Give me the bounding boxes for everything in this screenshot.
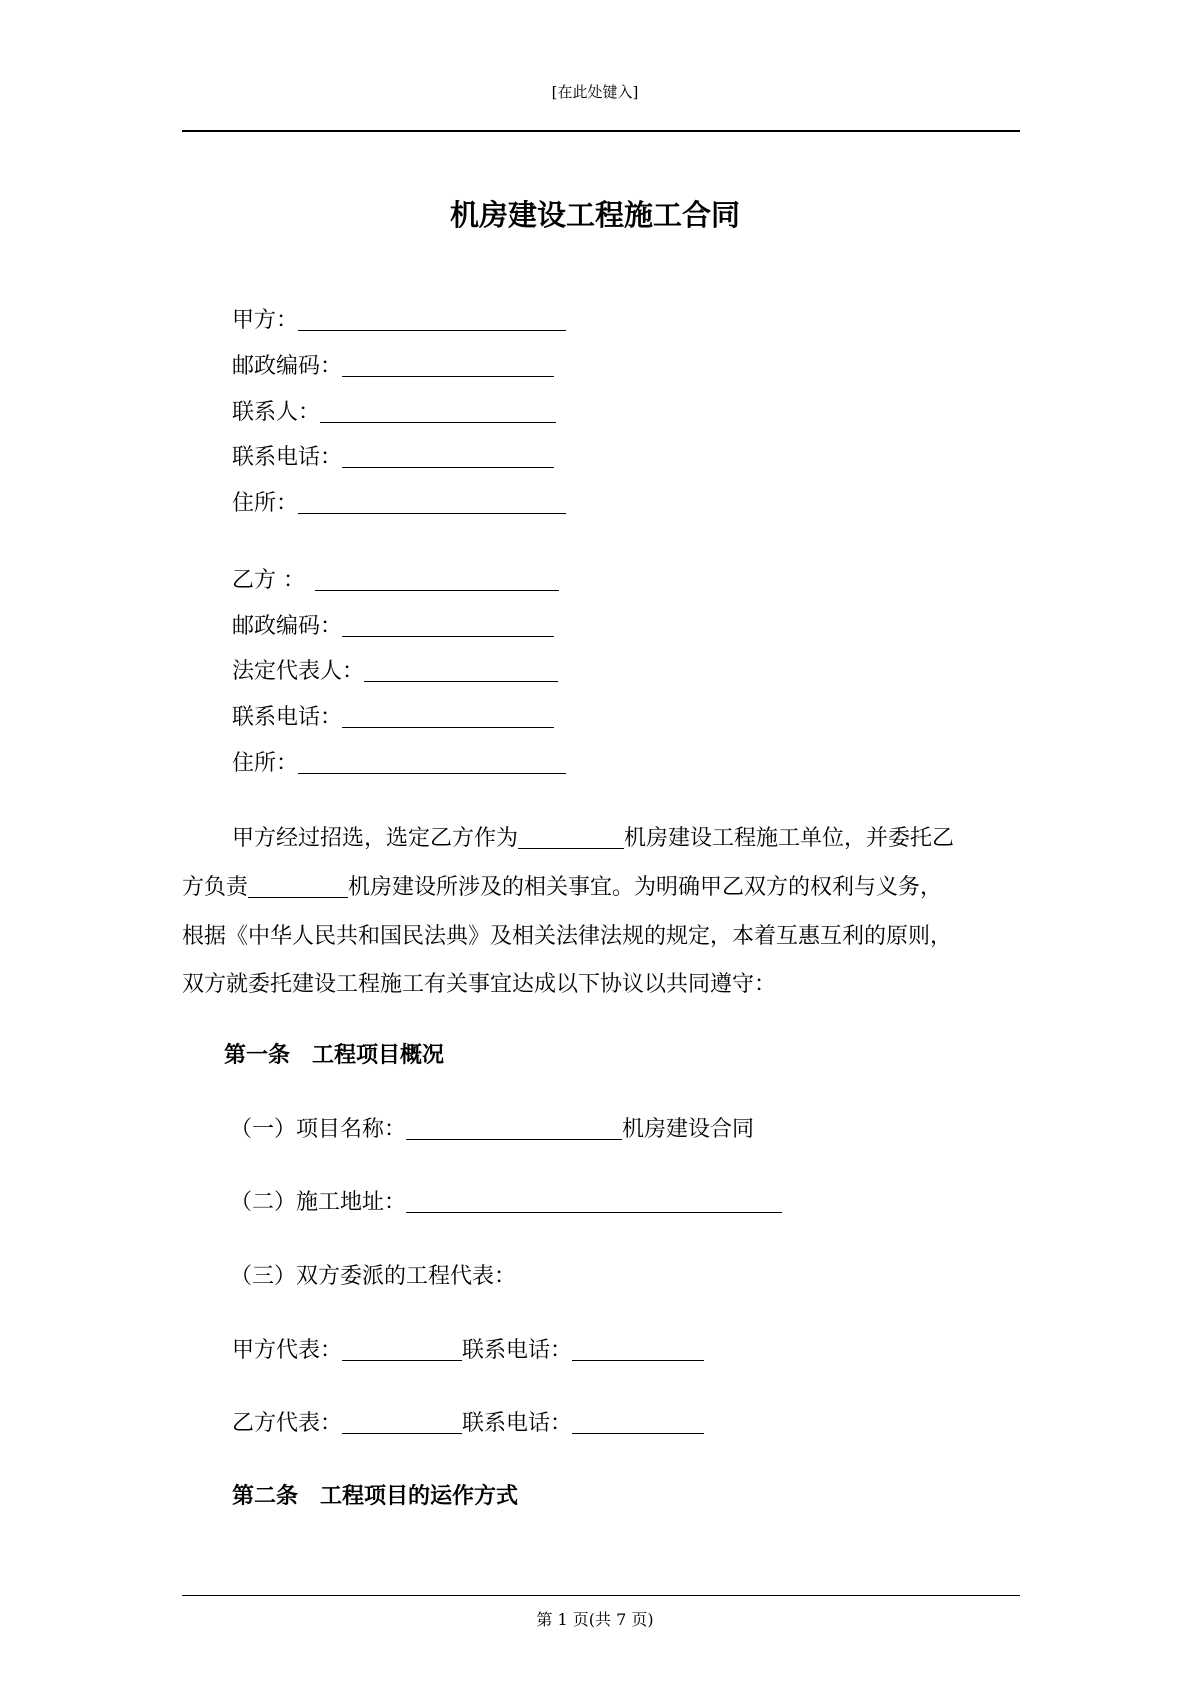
party-b-postcode-label: 邮政编码：	[232, 614, 343, 639]
party-b-rep-label: 乙方代表：	[232, 1411, 343, 1436]
party-a-name-label: 甲方：	[232, 308, 299, 333]
party-a-phone-label: 联系电话：	[232, 445, 343, 470]
party-a-postcode-field[interactable]	[342, 354, 554, 377]
party-a-rep-phone-field[interactable]	[572, 1338, 704, 1361]
party-a-phone-field[interactable]	[342, 445, 554, 468]
party-b-address-row	[232, 749, 566, 779]
project-name-label: （一）项目名称：	[230, 1117, 407, 1142]
party-b-phone-label: 联系电话：	[232, 705, 343, 730]
party-b-name-row	[232, 566, 559, 596]
party-b-postcode-row	[232, 612, 554, 642]
party-b-name-label: 乙方 ：	[232, 568, 305, 593]
party-a-name-row	[232, 306, 566, 336]
party-b-address-label: 住所：	[232, 751, 299, 776]
party-a-postcode-label: 邮政编码：	[232, 354, 343, 379]
party-b-rep-field[interactable]	[342, 1411, 462, 1434]
intro-line-1-text-a: 甲方经过招选，选定乙方作为	[232, 826, 519, 851]
site-address-field[interactable]	[406, 1190, 782, 1213]
intro-line-1	[182, 824, 1018, 854]
intro-line-2-text-b: 机房建设所涉及的相关事宜。为明确甲乙双方的权利与义务，	[348, 875, 943, 900]
article-1-heading: 第一条 工程项目概况	[224, 1043, 445, 1068]
intro-line-2-text-a: 方负责	[182, 875, 249, 900]
party-a-phone-row	[232, 443, 554, 473]
site-address-label: （二）施工地址：	[230, 1190, 407, 1215]
intro-project-blank-1[interactable]	[518, 826, 624, 849]
representatives-row	[230, 1262, 516, 1292]
party-a-rep-phone-label: 联系电话：	[462, 1338, 573, 1363]
party-b-rep-row	[232, 1409, 704, 1439]
intro-line-2	[182, 873, 1018, 903]
document-title: 机房建设工程施工合同	[449, 198, 740, 232]
project-name-row	[230, 1115, 754, 1145]
party-a-rep-field[interactable]	[342, 1338, 462, 1361]
party-b-legal-rep-field[interactable]	[364, 659, 558, 682]
party-a-address-label: 住所：	[232, 491, 299, 516]
party-b-rep-phone-field[interactable]	[572, 1411, 704, 1434]
party-b-name-field[interactable]	[315, 568, 559, 591]
site-address-row	[230, 1188, 782, 1218]
project-name-field[interactable]	[406, 1117, 622, 1140]
page-header-text: [在此处键入]	[551, 83, 639, 101]
party-b-legal-rep-row	[232, 657, 558, 687]
party-a-address-field[interactable]	[298, 491, 566, 514]
intro-line-1-text-b: 机房建设工程施工单位，并委托乙	[624, 826, 955, 851]
intro-project-blank-2[interactable]	[248, 875, 348, 898]
header-rule	[182, 130, 1020, 132]
project-name-suffix: 机房建设合同	[622, 1117, 755, 1142]
representatives-label: （三）双方委派的工程代表：	[230, 1264, 517, 1289]
party-a-contact-row	[232, 398, 556, 428]
article-2-heading: 第二条 工程项目的运作方式	[232, 1484, 519, 1509]
party-b-phone-row	[232, 703, 554, 733]
party-b-rep-phone-label: 联系电话：	[462, 1411, 573, 1436]
party-b-postcode-field[interactable]	[342, 614, 554, 637]
intro-line-4: 双方就委托建设工程施工有关事宜达成以下协议以共同遵守：	[182, 972, 777, 997]
party-a-postcode-row	[232, 352, 554, 382]
intro-line-3: 根据《中华人民共和国民法典》及相关法律法规的规定，本着互惠互利的原则，	[182, 924, 953, 949]
party-b-legal-rep-label: 法定代表人：	[232, 659, 365, 684]
party-a-contact-field[interactable]	[320, 400, 556, 423]
party-a-rep-label: 甲方代表：	[232, 1338, 343, 1363]
party-a-contact-label: 联系人：	[232, 400, 321, 425]
footer-rule	[182, 1595, 1020, 1596]
party-b-phone-field[interactable]	[342, 705, 554, 728]
party-a-name-field[interactable]	[298, 308, 566, 331]
party-a-address-row	[232, 489, 566, 519]
party-b-address-field[interactable]	[298, 751, 566, 774]
page-number-footer: 第 1 页(共 7 页)	[536, 1610, 654, 1629]
party-a-rep-row	[232, 1336, 704, 1366]
